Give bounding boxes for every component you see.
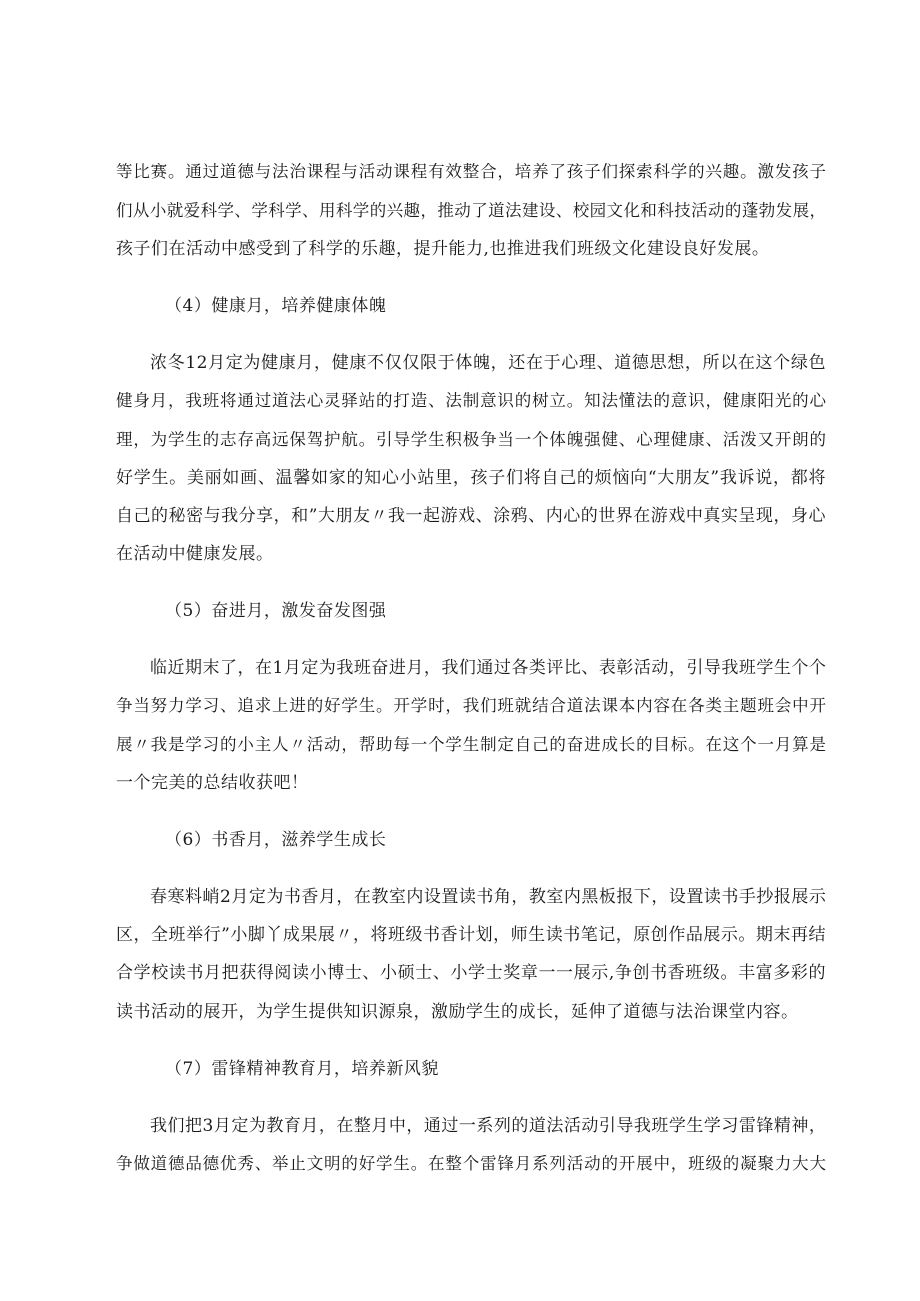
paragraph-line: 孩子们在活动中感受到了科学的乐趣，提升能力,也推进我们班级文化建设良好发展。 — [116, 239, 770, 259]
paragraph-line: 合学校读书月把获得阅读小博士、小硕士、小学士奖章一一展示,争创书香班级。丰富多彩的 — [116, 963, 826, 983]
section-heading: （7）雷锋精神教育月，培养新风貌 — [165, 1059, 439, 1079]
paragraph-line: 好学生。美丽如画、温馨如家的知心小站里，孩子们将自己的烦恼向“大朋友”我诉说，都将 — [116, 468, 826, 488]
paragraph-line: 在活动中健康发展。 — [116, 544, 274, 564]
section-heading: （4）健康月，培养健康体魄 — [165, 296, 387, 316]
paragraph-line: 展〃我是学习的小主人〃活动，帮助每一个学生制定自己的奋进成长的目标。在这个一月算是 — [116, 735, 826, 754]
paragraph-line: 春寒料峭2月定为书香月，在教室内设置读书角，教室内黑板报下，设置读书手抄报展示 — [150, 887, 827, 907]
paragraph-line: 争当努力学习、追求上进的好学生。开学时，我们班就结合道法课本内容在各类主题班会中开 — [116, 696, 826, 715]
paragraph-line: 一个完美的总结收获吧！ — [116, 773, 309, 793]
paragraph-line: 们从小就爱科学、学科学、用科学的兴趣，推动了道法建设、校园文化和科技活动的蓬勃发展， — [116, 201, 826, 220]
paragraph-line: 我们把3月定为教育月，在整月中，通过一系列的道法活动引导我班学生学习雷锋精神， — [150, 1116, 827, 1136]
paragraph-line: 浓冬12月定为健康月，健康不仅仅限于体魄，还在于心理、道德思想，所以在这个绿色 — [150, 353, 826, 373]
paragraph-line: 等比赛。通过道德与法治课程与活动课程有效整合，培养了孩子们探索科学的兴趣。激发孩子 — [116, 162, 826, 181]
paragraph-line: 争做道德品德优秀、举止文明的好学生。在整个雷锋月系列活动的开展中，班级的凝聚力大大 — [116, 1154, 826, 1173]
section-heading: （5）奋进月，激发奋发图强 — [165, 601, 387, 621]
section-heading: （6）书香月，滋养学生成长 — [165, 830, 387, 850]
paragraph-line: 区，全班举行”小脚丫成果展〃，将班级书香计划，师生读书笔记，原创作品展示。期末再结 — [116, 925, 826, 945]
paragraph-line: 自己的秘密与我分享，和”大朋友〃我一起游戏、涂鸦、内心的世界在游戏中真实呈现，身心 — [116, 506, 826, 526]
paragraph-line: 读书活动的展开，为学生提供知识源泉，激励学生的成长，延伸了道德与法治课堂内容。 — [116, 1002, 799, 1022]
paragraph-line: 临近期末了，在1月定为我班奋进月，我们通过各类评比、表彰活动，引导我班学生个个 — [150, 658, 827, 678]
paragraph-line: 理，为学生的志存高远保驾护航。引导学生积极争当一个体魄强健、心理健康、活泼又开朗的 — [116, 430, 826, 449]
paragraph-line: 健身月，我班将通过道法心灵驿站的打造、法制意识的树立。知法懂法的意识，健康阳光的心 — [116, 391, 826, 410]
